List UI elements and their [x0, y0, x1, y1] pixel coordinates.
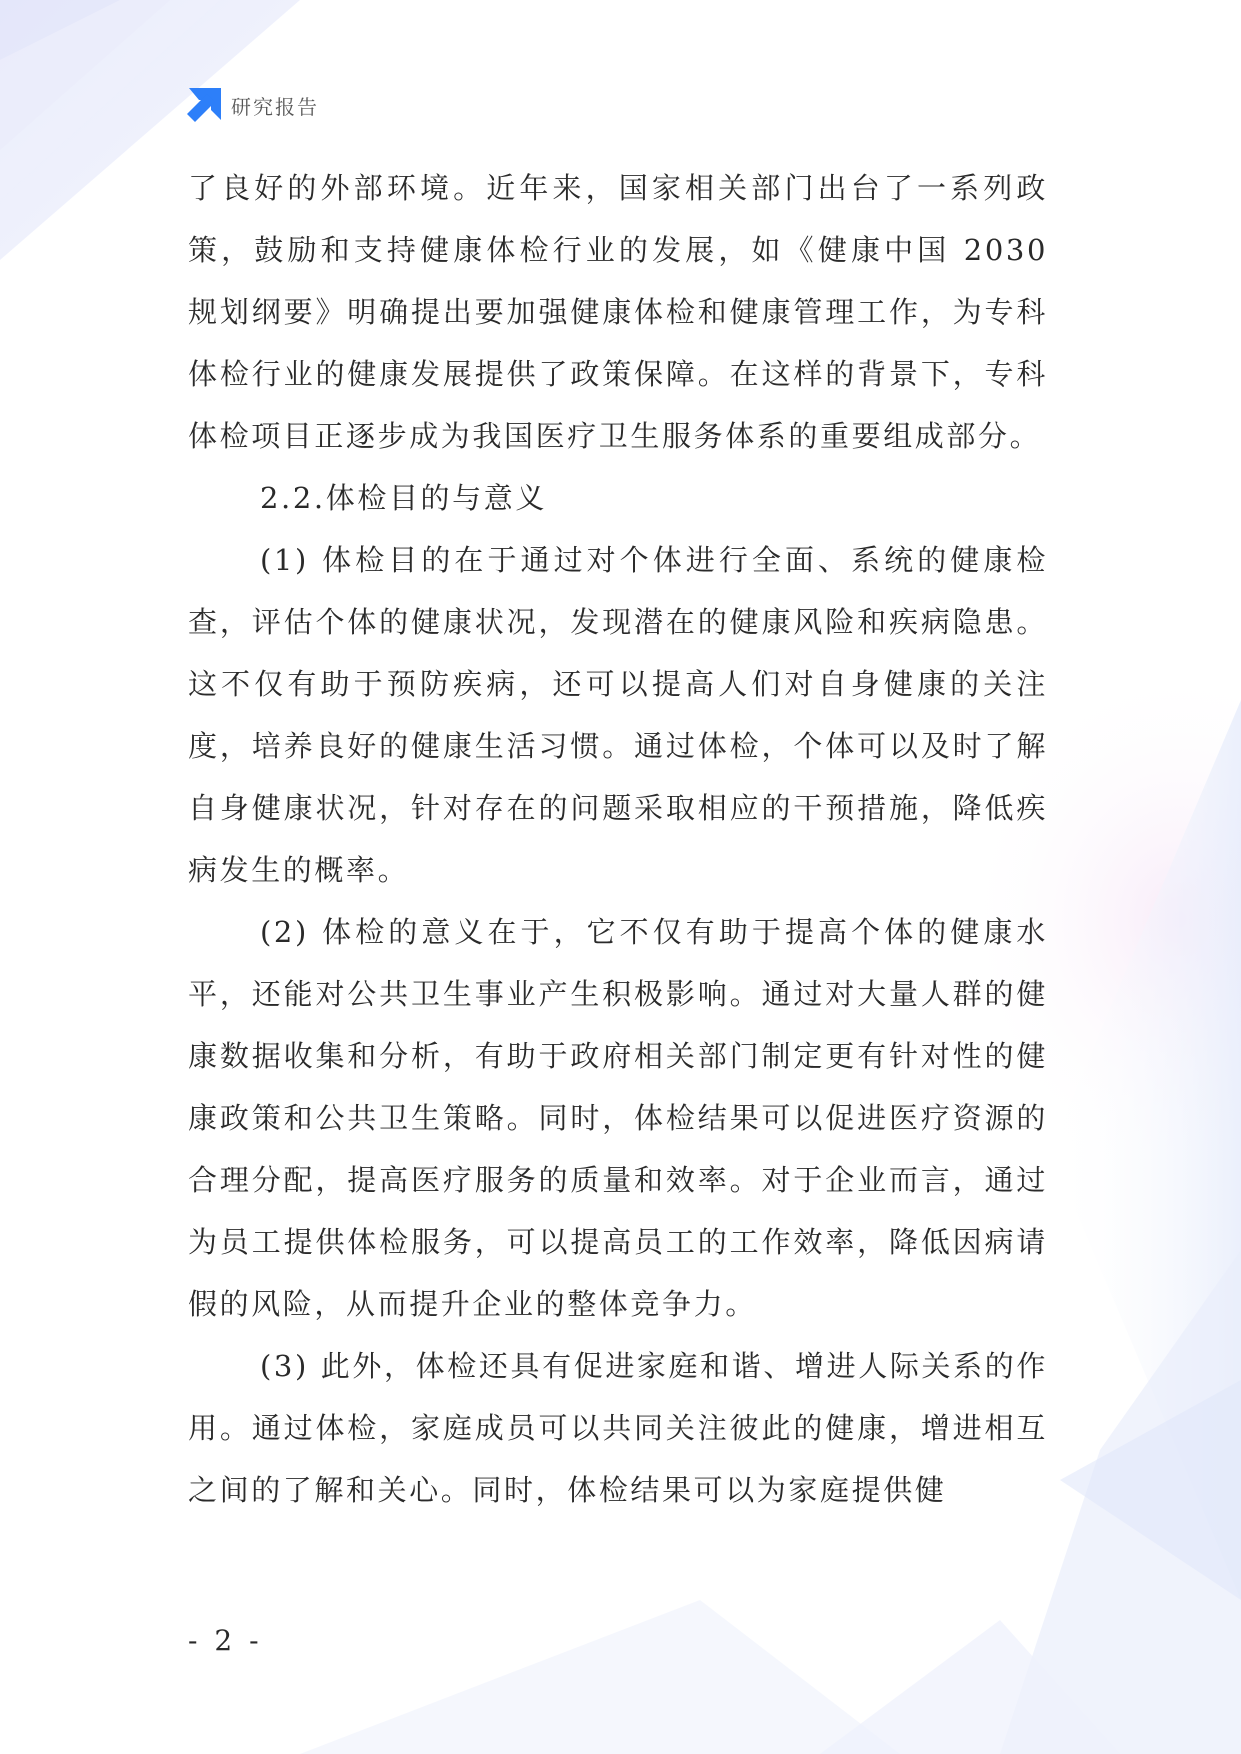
header-title: 研究报告 — [231, 94, 319, 119]
paragraph-purpose: (1) 体检目的在于通过对个体进行全面、系统的健康检查，评估个体的健康状况，发现潜在的健康风险和疾病隐患。这不仅有助于预防疾病，还可以提高人们对自身健康的关注度，培养良好的健康生活习惯。通过体检，个体可以及时了解自身健康状况，针对存在的问题采取相应的干预措施，降低疾病发生的概率。 — [188, 543, 1048, 887]
page-number: - 2 - — [188, 1624, 263, 1657]
section-heading: 2.2.体检目的与意义 — [260, 481, 547, 515]
paragraph-significance: (2) 体检的意义在于，它不仅有助于提高个体的健康水平，还能对公共卫生事业产生积极影响。通过对大量人群的健康数据收集和分析，有助于政府相关部门制定更有针对性的健康政策和公共卫生策略。同时，体检结果可以促进医疗资源的合理分配，提高医疗服务的质量和效率。对于企业而言，通过为员工提供体检服务，可以提高员工的工作效率，降低因病请假的风险，从而提升企业的整体竞争力。 — [188, 915, 1048, 1321]
paragraph-family: (3) 此外，体检还具有促进家庭和谐、增进人际关系的作用。通过体检，家庭成员可以共同关注彼此的健康，增进相互之间的了解和关心。同时，体检结果可以为家庭提供健 — [188, 1349, 1048, 1507]
report-header — [187, 88, 319, 122]
arrow-up-right-icon — [187, 88, 221, 122]
paragraph-intro: 了良好的外部环境。近年来，国家相关部门出台了一系列政策，鼓励和支持健康体检行业的发展，如《健康中国 2030 规划纲要》明确提出要加强健康体检和健康管理工作，为专科体检行业的健康发展提供了政策保障。在这样的背景下，专科体检项目正逐步成为我国医疗卫生服务体系的重要组成部分。 — [188, 171, 1048, 453]
document-body — [188, 157, 1048, 1521]
